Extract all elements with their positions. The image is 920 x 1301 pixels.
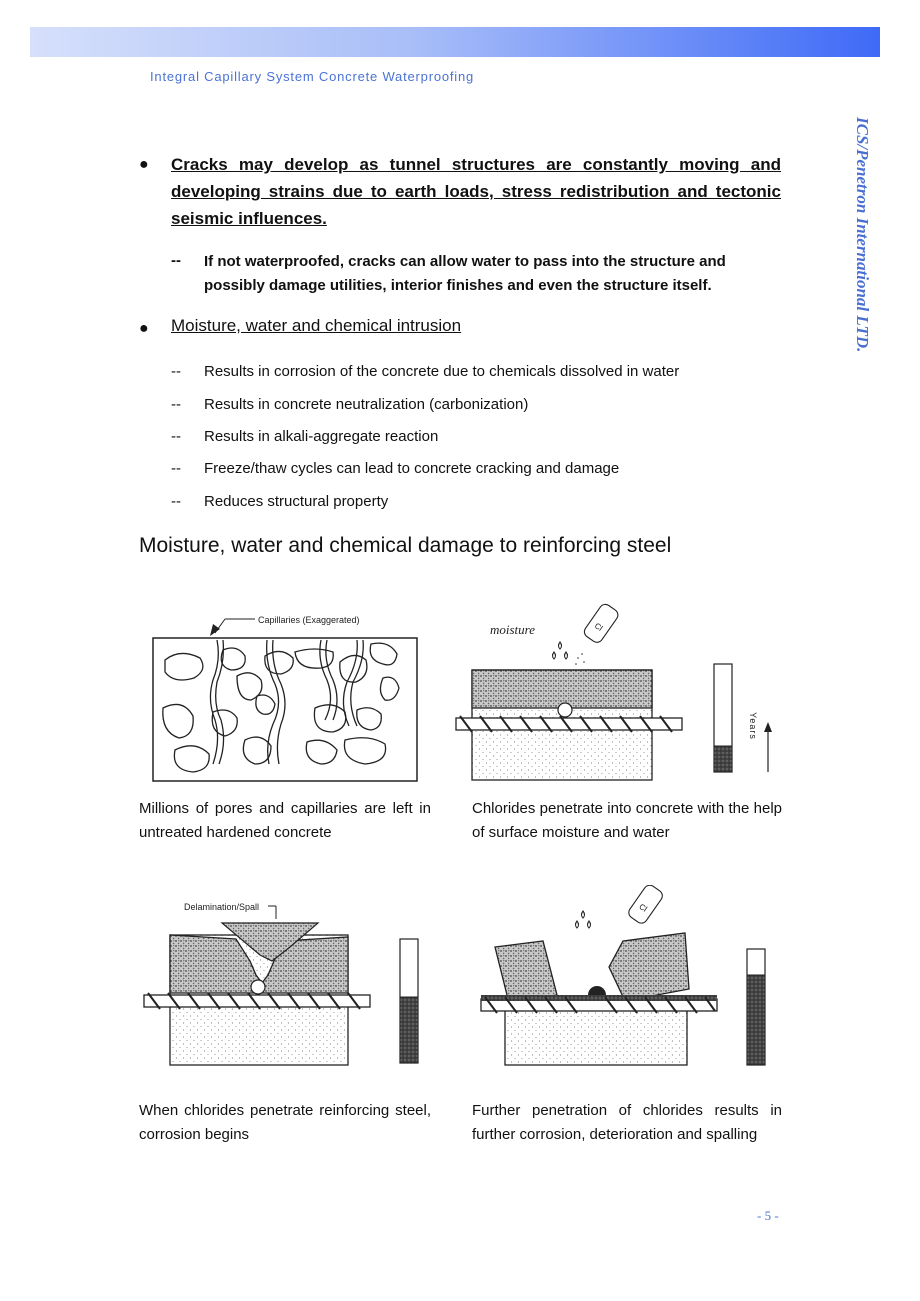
page-number: - 5 - [757,1208,779,1223]
years-label: Years [748,712,758,740]
intrusion-item: Results in concrete neutralization (carbonization) [204,396,529,413]
capillaries-figure [145,600,425,790]
intrusion-item: Reduces structural property [204,493,389,510]
fig3-caption: When chlorides penetrate reinforcing steel, corrosion begins [139,1102,431,1143]
salt-shaker-icon [626,885,664,925]
arrow-up-icon [764,722,772,732]
svg-text:Cl: Cl [592,621,605,633]
fig2-caption: Chlorides penetrate into concrete with the help of surface moisture and water [472,800,782,841]
sub-dash: -- [171,252,181,269]
dash: -- [171,363,181,380]
spalling-figure [475,885,785,1075]
dash: -- [171,396,181,413]
capillaries-label: Capillaries (Exaggerated) [258,615,360,625]
figures-heading: Moisture, water and chemical damage to reinforcing steel [139,534,672,557]
salt-shaker-icon [582,602,620,645]
moisture-label: moisture [490,622,536,637]
intrusion-item: Results in alkali-aggregate reaction [204,428,439,445]
svg-text:Cl: Cl [637,902,649,914]
side-brand: ICS/Penetron International LTD. [853,117,872,353]
intrusion-item: Results in corrosion of the concrete due to chemicals dissolved in water [204,363,680,380]
running-title: Integral Capillary System Concrete Waterproofing [150,69,475,84]
intrusion-item: Freeze/thaw cycles can lead to concrete cracking and damage [204,460,620,477]
delamination-figure [140,895,425,1075]
header-bar [30,27,880,57]
fig4-caption: Further penetration of chlorides results in further corrosion, deterioration and spalling [472,1102,782,1143]
delamination-label: Delamination/Spall [184,902,260,912]
bullet-dot-icon: ● [139,156,149,173]
dash: -- [171,493,181,510]
intrusion-bullet: Moisture, water and chemical intrusion [171,316,462,335]
dash: -- [171,428,181,445]
dash: -- [171,460,181,477]
fig1-caption: Millions of pores and capillaries are left in untreated hardened concrete [139,800,431,841]
cracks-sub-item: If not waterproofed, cracks can allow water to pass into the structure and possibly damage utilities, interior finishes and even the structure itself. [204,253,726,294]
chlorides-figure [450,600,790,790]
bullet-dot-icon: ● [139,320,149,337]
cracks-bullet: Cracks may develop as tunnel structures are constantly moving and developing strains due to earth loads, stress redistribution and tectonic seismic influences. [171,155,781,228]
